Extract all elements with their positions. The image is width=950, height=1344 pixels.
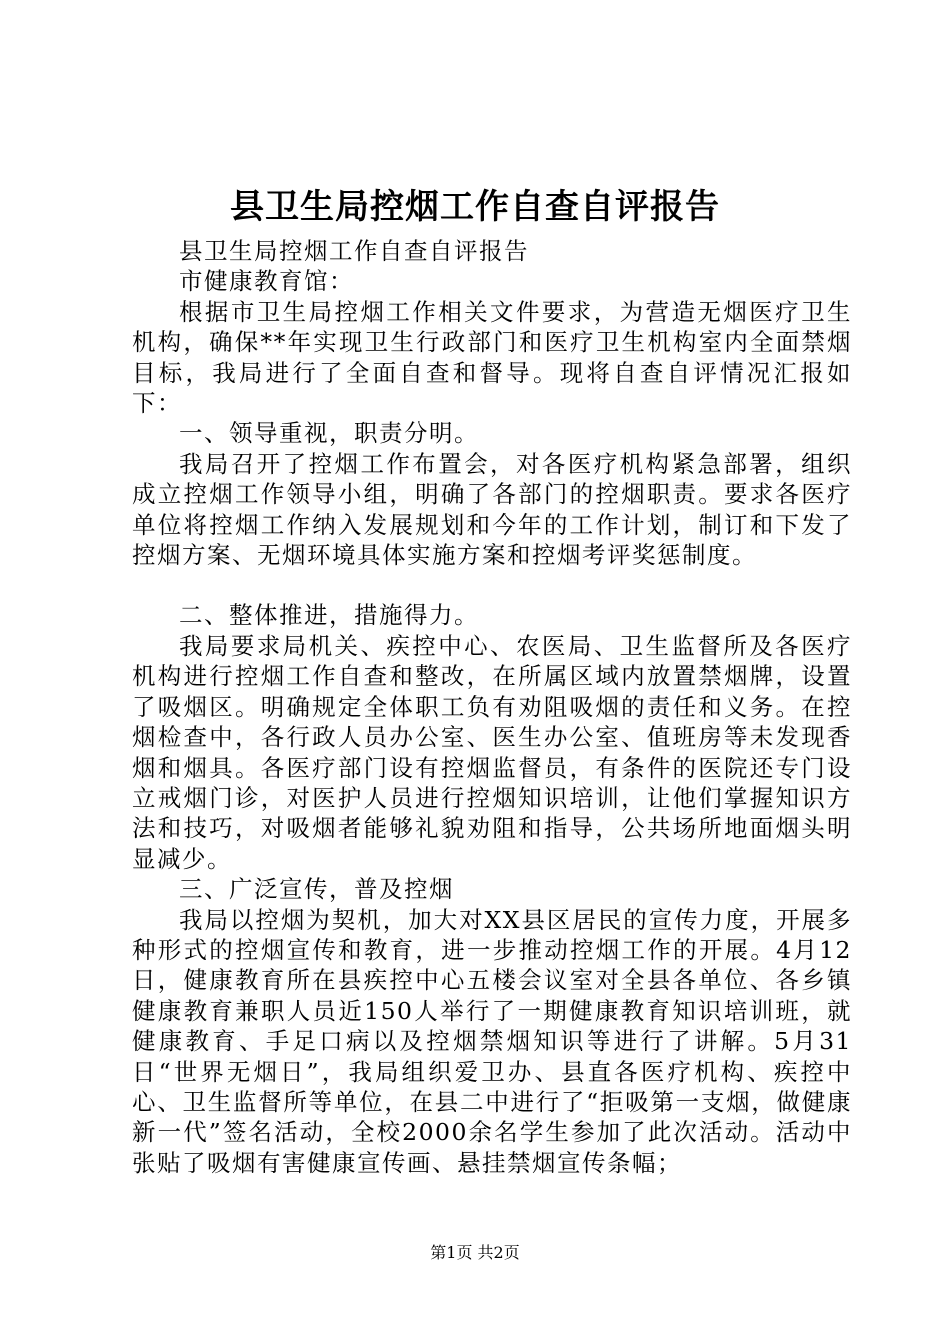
document-title: 县卫生局控烟工作自查自评报告 bbox=[230, 187, 720, 227]
intro-paragraph: 根据市卫生局控烟工作相关文件要求，为营造无烟医疗卫生机构，确保**年实现卫生行政部门和医疗卫生机构室内全面禁烟目标，我局进行了全面自查和督导。现将自查自评情况汇报如下： bbox=[132, 297, 852, 418]
body-heading-line: 县卫生局控烟工作自查自评报告 bbox=[179, 237, 529, 265]
section-paragraph-1: 我局召开了控烟工作布置会，对各医疗机构紧急部署，组织成立控烟工作领导小组，明确了各部门的控烟职责。要求各医疗单位将控烟工作纳入发展规划和今年的工作计划，制订和下发了控烟方案、无烟环境具体实施方案和控烟考评奖惩制度。 bbox=[132, 449, 852, 570]
section-heading-1: 一、领导重视，职责分明。 bbox=[179, 419, 479, 448]
section-paragraph-2: 我局要求局机关、疾控中心、农医局、卫生监督所及各医疗机构进行控烟工作自查和整改，在所属区域内放置禁烟牌，设置了吸烟区。明确规定全体职工负有劝阻吸烟的责任和义务。在控烟检查中，各行政人员办公室、医生办公室、值班房等未发现香烟和烟具。各医疗部门设有控烟监督员，有条件的医院还专门设立戒烟门诊，对医护人员进行控烟知识培训，让他们掌握知识方法和技巧，对吸烟者能够礼貌劝阻和指导，公共场所地面烟头明显减少。 bbox=[132, 631, 852, 873]
document-body bbox=[132, 236, 852, 1178]
section-heading-2: 二、整体推进，措施得力。 bbox=[179, 601, 479, 630]
section-heading-3: 三、广泛宣传，普及控烟 bbox=[179, 875, 454, 904]
section-paragraph-3: 我局以控烟为契机，加大对XX县区居民的宣传力度，开展多种形式的控烟宣传和教育，进一步推动控烟工作的开展。4月12日，健康教育所在县疾控中心五楼会议室对全县各单位、各乡镇健康教育兼职人员近150人举行了一期健康教育知识培训班，就健康教育、手足口病以及控烟禁烟知识等进行了讲解。5月31日“世界无烟日”，我局组织爱卫办、县直各医疗机构、疾控中心、卫生监督所等单位，在县二中进行了“拒吸第一支烟，做健康新一代”签名活动，全校2000余名学生参加了此次活动。活动中张贴了吸烟有害健康宣传画、悬挂禁烟宣传条幅； bbox=[132, 905, 852, 1177]
page-footer: 第1页 共2页 bbox=[430, 1243, 520, 1262]
recipient-line: 市健康教育馆： bbox=[179, 267, 354, 296]
